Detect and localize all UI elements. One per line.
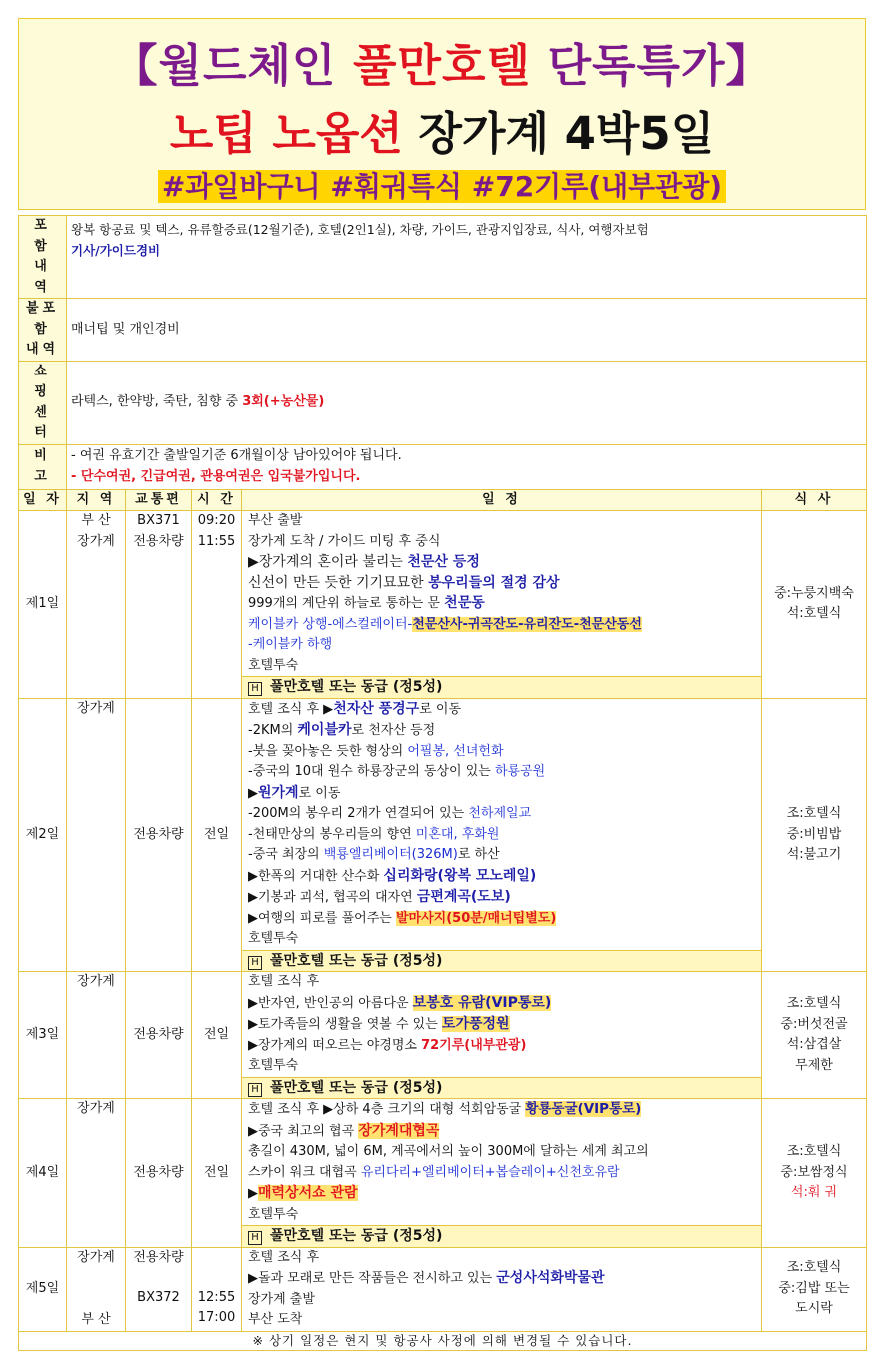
schedule-highlight: 하룡공원: [494, 764, 546, 779]
schedule-line: [248, 615, 755, 636]
schedule-line: [248, 804, 755, 825]
note-cell: [67, 444, 867, 489]
day-transport: 전용차량: [126, 698, 192, 972]
day-row: [19, 972, 867, 1099]
day-row: [19, 1099, 867, 1248]
schedule-highlight: 천문산사-귀곡잔도-유리잔도-천문산동선: [412, 616, 642, 632]
day-label: 제4일: [19, 1099, 67, 1248]
schedule-text: -중국 최장의: [248, 847, 324, 862]
schedule-highlight: 미혼대, 후화원: [415, 826, 500, 842]
schedule-text: ▶: [248, 785, 258, 801]
hotel-bar: [242, 1225, 761, 1247]
column-header-row: [19, 489, 867, 511]
day-time: [192, 1247, 242, 1331]
day-transport: [126, 1247, 192, 1331]
schedule-line: 호텔투숙: [248, 657, 299, 673]
schedule-highlight: 십리화랑(왕복 모노레일): [383, 867, 537, 884]
schedule-highlight: 어필봉, 선녀헌화: [407, 743, 504, 759]
note-label: 비 고: [19, 444, 67, 489]
day-time: 전일: [192, 698, 242, 972]
hotel-label: 풀만호텔 또는 동급 (정5성): [270, 1079, 443, 1096]
day-region: 장가계: [67, 698, 126, 972]
schedule-highlight: 황룡동굴(VIP통로): [525, 1101, 642, 1117]
exclude-text: 매너팁 및 개인경비: [67, 299, 867, 362]
title-banner: [18, 18, 866, 210]
schedule-line: [248, 593, 755, 615]
day-label: 제2일: [19, 698, 67, 972]
title-hashtags: #과일바구니 #훠궈특식 #72기루(내부관광): [158, 170, 726, 203]
shopping-cell: [67, 361, 867, 444]
shopping-row: [19, 361, 867, 444]
region-line: 장가계: [77, 533, 115, 549]
meal-line: 석:훠 궈: [790, 1185, 838, 1200]
schedule-line: [248, 762, 755, 783]
schedule-text: 케이블카 상행-에스컬레이터-: [248, 616, 413, 632]
schedule-text: -붓을 꽂아놓은 듯한 형상의: [248, 743, 408, 759]
region-line: 장가계: [77, 1249, 115, 1265]
hotel-icon: H: [248, 682, 262, 696]
schedule-line: 장가계 도착 / 가이드 미팅 후 중식: [248, 533, 441, 549]
day-meal: [762, 1099, 867, 1248]
schedule-text: -200M의 봉우리 2개가 연결되어 있는: [248, 806, 469, 821]
schedule-text: ▶장가계의 떠오르는 야경명소: [248, 1037, 422, 1053]
schedule-text: ▶한폭의 거대한 산수화: [248, 868, 384, 884]
time-line: 09:20: [197, 513, 236, 528]
transport-line: 전용차량: [133, 1249, 184, 1265]
schedule-line: [248, 783, 755, 805]
schedule-text: ▶중국 최고의 협곡: [248, 1123, 359, 1139]
schedule-text: -천태만상의 봉우리들의 향연: [248, 826, 416, 842]
time-line: 12:55: [197, 1289, 236, 1305]
schedule-text: ▶토가족들의 생활을 엿볼 수 있는: [248, 1017, 442, 1032]
schedule-line: [248, 1121, 755, 1143]
meal-line: 조:호텔식: [786, 1144, 842, 1159]
schedule-text: ▶: [248, 1186, 258, 1201]
day-row: [19, 1247, 867, 1331]
time-line: 11:55: [197, 533, 236, 549]
schedule-text: ▶기봉과 괴석, 협곡의 대자연: [248, 890, 417, 905]
transport-line: BX372: [137, 1290, 180, 1305]
schedule-text: 로 이동: [419, 701, 462, 717]
time-line: 17:00: [197, 1310, 236, 1325]
hotel-label: 풀만호텔 또는 동급 (정5성): [270, 952, 443, 969]
col-schedule: 일 정: [242, 489, 762, 511]
schedule-highlight: 72기루(내부관광): [421, 1037, 527, 1053]
day-label: 제3일: [19, 972, 67, 1099]
day-label: 제1일: [19, 511, 67, 699]
schedule-line: 장가계 출발: [248, 1291, 315, 1307]
col-transport: 교통편: [126, 489, 192, 511]
note-row: [19, 444, 867, 489]
schedule-highlight: 케이블카: [297, 722, 352, 738]
schedule-line: [248, 993, 755, 1015]
hotel-bar: [242, 1077, 761, 1099]
col-date: 일 자: [19, 489, 67, 511]
schedule-highlight: 천자산 풍경구: [333, 700, 420, 717]
schedule-line: [248, 699, 755, 721]
day-schedule: [242, 1247, 762, 1331]
schedule-text: 999개의 계단위 하늘로 통하는 문: [248, 596, 445, 611]
schedule-line: [248, 552, 755, 573]
footer-note: ※ 상기 일정은 현지 및 항공사 사정에 의해 변경될 수 있습니다.: [19, 1331, 867, 1350]
transport-line: BX371: [137, 513, 180, 528]
schedule-text: ▶돌과 모래로 만든 작품들은 전시하고 있는: [248, 1271, 497, 1286]
day-meal: 조:호텔식 중:비빔밥 석:불고기: [762, 698, 867, 972]
title-line-2: [19, 97, 865, 162]
itinerary-table: [18, 215, 867, 1351]
day-time: 전일: [192, 972, 242, 1099]
day-time: [192, 511, 242, 699]
exclude-label: 불포함 내역: [19, 299, 67, 362]
title-brand: 【월드체인: [112, 39, 354, 92]
schedule-text: ▶여행의 피로를 풀어주는: [248, 910, 396, 926]
day-row: [19, 511, 867, 699]
schedule-highlight: 천문산 등정: [407, 554, 480, 570]
hotel-bar: [242, 676, 761, 698]
title-line-1: [19, 29, 865, 94]
schedule-line: [248, 845, 755, 866]
day-time: 전일: [192, 1099, 242, 1248]
schedule-text: 호텔 조식 후 ▶: [248, 701, 334, 717]
transport-line: 전용차량: [133, 533, 184, 549]
hotel-icon: H: [248, 1231, 262, 1245]
day-schedule: [242, 972, 762, 1099]
day-schedule: [242, 511, 762, 699]
schedule-line: [248, 1268, 755, 1290]
day-region: [67, 1247, 126, 1331]
day-transport: [126, 511, 192, 699]
shopping-text: 라텍스, 한약방, 죽탄, 침향 중: [71, 394, 243, 410]
schedule-text: 로 천자산 등정: [351, 723, 436, 738]
schedule-line: 호텔투숙: [248, 931, 299, 946]
include-label: 포 함 내 역: [19, 216, 67, 299]
schedule-line: [248, 825, 755, 846]
title-special: 단독특가】: [530, 39, 772, 92]
schedule-line: [248, 1014, 755, 1036]
day-meal: 조:호텔식 중:버섯전골 석:삼겹살 무제한: [762, 972, 867, 1099]
day-row: [19, 698, 867, 972]
schedule-highlight: 금편계곡(도보): [416, 889, 511, 905]
col-region: 지 역: [67, 489, 126, 511]
schedule-line: [248, 887, 755, 909]
schedule-highlight: 발마사지(50분/매너팁별도): [395, 910, 557, 926]
schedule-line: 호텔투숙: [248, 1206, 299, 1222]
schedule-highlight: 군성사석화박물관: [496, 1270, 605, 1286]
schedule-line: [248, 573, 755, 594]
schedule-line: -케이블카 하행: [248, 637, 333, 652]
day-region: 장가계: [67, 1099, 126, 1248]
col-meal: 식 사: [762, 489, 867, 511]
schedule-line: [248, 1099, 755, 1121]
meal-line: 중:보쌈정식: [780, 1164, 848, 1180]
schedule-highlight: 토가풍정원: [441, 1016, 510, 1032]
schedule-text: ▶장가계의 혼이라 불리는: [248, 554, 408, 570]
shopping-count: 3회(+농산물): [242, 394, 325, 410]
schedule-text: 호텔 조식 후 ▶상하 4층 크기의 대형 석회암동굴: [248, 1102, 526, 1117]
day-meal: 조:호텔식 중:김밥 또는 도시락: [762, 1247, 867, 1331]
schedule-text: -중국의 10대 원수 하룡장군의 동상이 있는: [248, 764, 495, 779]
schedule-text: 스카이 워크 대협곡: [248, 1164, 361, 1180]
schedule-highlight: 천하제일교: [468, 806, 532, 821]
col-time: 시 간: [192, 489, 242, 511]
schedule-text: 신선이 만든 듯한 기기묘묘한: [248, 574, 429, 591]
schedule-line: 부산 출발: [248, 513, 303, 528]
schedule-highlight: 봉우리들의 절경 감상: [428, 574, 560, 591]
hotel-label: 풀만호텔 또는 동급 (정5성): [270, 1228, 443, 1244]
title-trip: 장가계 4박5일: [402, 107, 715, 160]
include-text: 왕복 항공료 및 텍스, 유류할증료(12월기준), 호텔(2인1실), 차량, 가이드, 관광지입장료, 식사, 여행자보험: [71, 222, 649, 237]
include-extra: 기사/가이드경비: [71, 242, 161, 258]
schedule-line: [248, 742, 755, 763]
title-hotel: 풀만호텔: [353, 39, 531, 92]
schedule-highlight: 원가계: [258, 784, 299, 801]
note-1: - 여권 유효기간 출발일기준 6개월이상 남아있어야 됩니다.: [71, 448, 402, 463]
schedule-line: 호텔투숙: [248, 1058, 299, 1073]
title-tags: [19, 165, 865, 205]
day-transport: 전용차량: [126, 972, 192, 1099]
hotel-icon: H: [248, 1083, 262, 1097]
schedule-text: -2KM의: [248, 723, 298, 738]
hotel-icon: H: [248, 956, 262, 970]
day-schedule: [242, 1099, 762, 1248]
schedule-text: 로 이동: [298, 785, 341, 801]
schedule-highlight: 유리다리+엘리베이터+봅슬레이+신천호유람: [360, 1164, 620, 1180]
shopping-label: 쇼 핑 센 터: [19, 361, 67, 444]
region-line: 부 산: [81, 513, 111, 528]
hotel-bar: [242, 950, 761, 972]
schedule-highlight: 보봉호 유람(VIP통로): [412, 994, 552, 1011]
include-row: [19, 216, 867, 299]
schedule-line: [248, 720, 755, 742]
schedule-line: [248, 866, 755, 888]
day-schedule: [242, 698, 762, 972]
schedule-highlight: 백룡엘리베이터(326M): [323, 847, 458, 862]
schedule-line: 부산 도착: [248, 1312, 303, 1327]
title-no-tip: 노팁 노옵션: [169, 107, 403, 160]
hotel-label: 풀만호텔 또는 동급 (정5성): [270, 679, 443, 695]
day-meal: 중:누룽지백숙 석:호텔식: [762, 511, 867, 699]
schedule-line: [248, 1036, 755, 1057]
schedule-line: [248, 1183, 755, 1205]
day-transport: 전용차량: [126, 1099, 192, 1248]
region-line: 부 산: [81, 1312, 111, 1327]
exclude-row: [19, 299, 867, 362]
include-cell: [67, 216, 867, 299]
schedule-line: 총길이 430M, 넓이 6M, 계곡에서의 높이 300M에 달하는 세계 최고의: [248, 1144, 649, 1159]
day-region: 장가계: [67, 972, 126, 1099]
schedule-line: [248, 1163, 755, 1184]
schedule-text: ▶반자연, 반인공의 아름다운: [248, 995, 413, 1011]
schedule-highlight: 장가계대협곡: [358, 1122, 440, 1139]
schedule-highlight: 매력상서쇼 관람: [258, 1185, 358, 1201]
schedule-text: 로 하산: [457, 847, 500, 862]
schedule-line: 호텔 조식 후: [248, 974, 320, 989]
schedule-line: [248, 909, 755, 930]
day-region: [67, 511, 126, 699]
day-label: 제5일: [19, 1247, 67, 1331]
schedule-highlight: 천문동: [444, 595, 485, 611]
note-2: - 단수여권, 긴급여권, 관용여권은 입국불가입니다.: [71, 468, 361, 484]
schedule-line: 호텔 조식 후: [248, 1249, 320, 1265]
footer-row: [19, 1331, 867, 1350]
